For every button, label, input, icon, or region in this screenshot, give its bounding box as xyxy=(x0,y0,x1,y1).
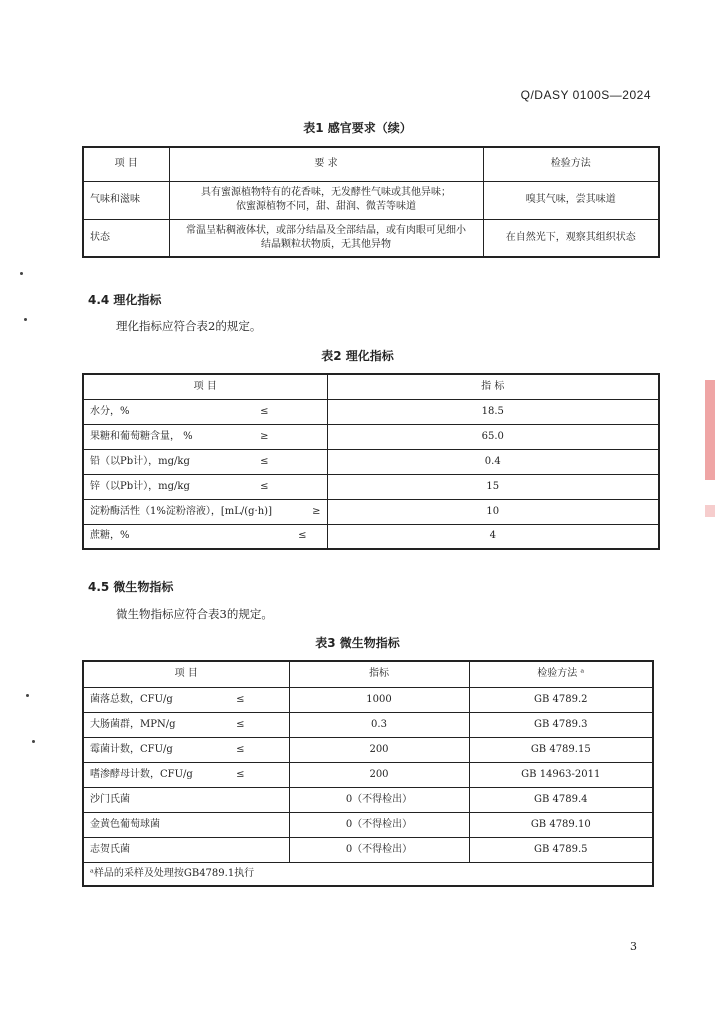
requirement-line: 具有蜜源植物特有的花香味，无发酵性气味或其他异味； xyxy=(201,187,451,198)
page-number: 3 xyxy=(630,940,637,953)
table-row xyxy=(83,181,659,219)
header-value: 指标 xyxy=(289,661,469,687)
table2-physicochemical xyxy=(82,373,660,550)
cell-value: 0.4 xyxy=(327,449,659,474)
cell-value: 1000 xyxy=(289,687,469,712)
cell-item: 沙门氏菌 xyxy=(83,787,289,812)
item-label: 果糖和葡萄糖含量， % xyxy=(90,430,193,442)
table-row xyxy=(83,737,653,762)
cell-value: 200 xyxy=(289,762,469,787)
cell-value: 0.3 xyxy=(289,712,469,737)
table-footnote: ᵃ样品的采样及处理按GB4789.1执行 xyxy=(83,862,653,886)
table3-microbiological xyxy=(82,660,654,887)
cell-method: GB 4789.3 xyxy=(469,712,653,737)
cell-item xyxy=(83,687,289,712)
cell-method: 在自然光下，观察其组织状态 xyxy=(483,219,659,257)
comparison-symbol: ≤ xyxy=(260,455,269,467)
cell-value: 18.5 xyxy=(327,399,659,424)
header-item: 项 目 xyxy=(83,661,289,687)
item-label: 嗜渗酵母计数，CFU/g xyxy=(90,768,193,780)
item-label: 锌（以Pb计），mg/kg xyxy=(90,480,190,492)
cell-method: GB 4789.10 xyxy=(469,812,653,837)
cell-method: GB 4789.15 xyxy=(469,737,653,762)
cell-item: 金黄色葡萄球菌 xyxy=(83,812,289,837)
cell-value: 15 xyxy=(327,474,659,499)
cell-method: GB 14963-2011 xyxy=(469,762,653,787)
cell-requirement xyxy=(169,181,483,219)
comparison-symbol: ≤ xyxy=(236,693,245,705)
comparison-symbol: ≥ xyxy=(312,505,321,517)
cell-item xyxy=(83,524,327,549)
table-row xyxy=(83,812,653,837)
item-label: 菌落总数，CFU/g xyxy=(90,693,173,705)
header-item: 项 目 xyxy=(83,374,327,399)
cell-method: GB 4789.5 xyxy=(469,837,653,862)
requirement-line: 常温呈粘稠液体状，或部分结晶及全部结晶，或有肉眼可见细小 xyxy=(186,224,466,236)
header-item: 项 目 xyxy=(83,147,169,181)
cell-value: 200 xyxy=(289,737,469,762)
table-header-row xyxy=(83,374,659,399)
item-label: 铅（以Pb计），mg/kg xyxy=(90,455,190,467)
cell-item xyxy=(83,499,327,524)
table-row xyxy=(83,449,659,474)
comparison-symbol: ≤ xyxy=(298,530,307,542)
comparison-symbol: ≤ xyxy=(236,718,245,730)
table-footnote-row xyxy=(83,862,653,886)
cell-value: 10 xyxy=(327,499,659,524)
comparison-symbol: ≤ xyxy=(236,743,245,755)
scan-speck xyxy=(32,740,35,743)
cell-value: 0（不得检出） xyxy=(289,812,469,837)
cell-item: 志贺氏菌 xyxy=(83,837,289,862)
table-row xyxy=(83,837,653,862)
header-requirement: 要 求 xyxy=(169,147,483,181)
comparison-symbol: ≤ xyxy=(260,405,269,417)
stamp-fragment xyxy=(705,505,715,517)
table-header-row xyxy=(83,147,659,181)
table2-caption: 表2 理化指标 xyxy=(321,349,394,363)
table-row xyxy=(83,524,659,549)
table1-sensory-requirements xyxy=(82,146,660,258)
table-row xyxy=(83,712,653,737)
table-row xyxy=(83,399,659,424)
cell-item xyxy=(83,399,327,424)
cell-item xyxy=(83,737,289,762)
section-heading-4-5: 4.5 微生物指标 xyxy=(88,580,174,594)
header-method: 检验方法 xyxy=(483,147,659,181)
cell-item xyxy=(83,449,327,474)
cell-method: GB 4789.2 xyxy=(469,687,653,712)
comparison-symbol: ≤ xyxy=(236,768,245,780)
cell-item xyxy=(83,474,327,499)
item-label: 蔗糖，% xyxy=(90,530,130,542)
table-row xyxy=(83,424,659,449)
section-4-4-text: 理化指标应符合表2的规定。 xyxy=(116,319,262,333)
cell-item xyxy=(83,762,289,787)
stamp-fragment xyxy=(705,380,715,480)
table-header-row xyxy=(83,661,653,687)
scan-speck xyxy=(26,694,29,697)
item-label: 霉菌计数，CFU/g xyxy=(90,743,173,755)
comparison-symbol: ≥ xyxy=(260,430,269,442)
item-label: 大肠菌群，MPN/g xyxy=(90,718,176,730)
cell-value: 0（不得检出） xyxy=(289,787,469,812)
table-row xyxy=(83,787,653,812)
header-method: 检验方法 ᵃ xyxy=(469,661,653,687)
cell-requirement xyxy=(169,219,483,257)
cell-item xyxy=(83,424,327,449)
scan-speck xyxy=(20,272,23,275)
section-heading-4-4: 4.4 理化指标 xyxy=(88,293,162,307)
cell-value: 65.0 xyxy=(327,424,659,449)
item-label: 水分，% xyxy=(90,405,130,417)
table-row xyxy=(83,219,659,257)
document-id: Q/DASY 0100S—2024 xyxy=(520,88,651,102)
requirement-line: 依蜜源植物不同，甜、甜润、微苦等味道 xyxy=(236,201,416,212)
table-row xyxy=(83,474,659,499)
item-label: 淀粉酶活性（1%淀粉溶液），[mL/(g·h)] xyxy=(90,505,272,517)
cell-value: 0（不得检出） xyxy=(289,837,469,862)
table-row xyxy=(83,687,653,712)
table-row xyxy=(83,762,653,787)
table1-caption: 表1 感官要求（续） xyxy=(303,121,412,135)
cell-method: GB 4789.4 xyxy=(469,787,653,812)
comparison-symbol: ≤ xyxy=(260,480,269,492)
requirement-line: 结晶颗粒状物质，无其他异物 xyxy=(261,238,391,250)
cell-item: 状态 xyxy=(83,219,169,257)
cell-method: 嗅其气味，尝其味道 xyxy=(483,181,659,219)
table3-caption: 表3 微生物指标 xyxy=(315,636,400,650)
cell-item: 气味和滋味 xyxy=(83,181,169,219)
table-row xyxy=(83,499,659,524)
section-4-5-text: 微生物指标应符合表3的规定。 xyxy=(116,607,273,621)
cell-value: 4 xyxy=(327,524,659,549)
scan-speck xyxy=(24,318,27,321)
cell-item xyxy=(83,712,289,737)
header-value: 指 标 xyxy=(327,374,659,399)
